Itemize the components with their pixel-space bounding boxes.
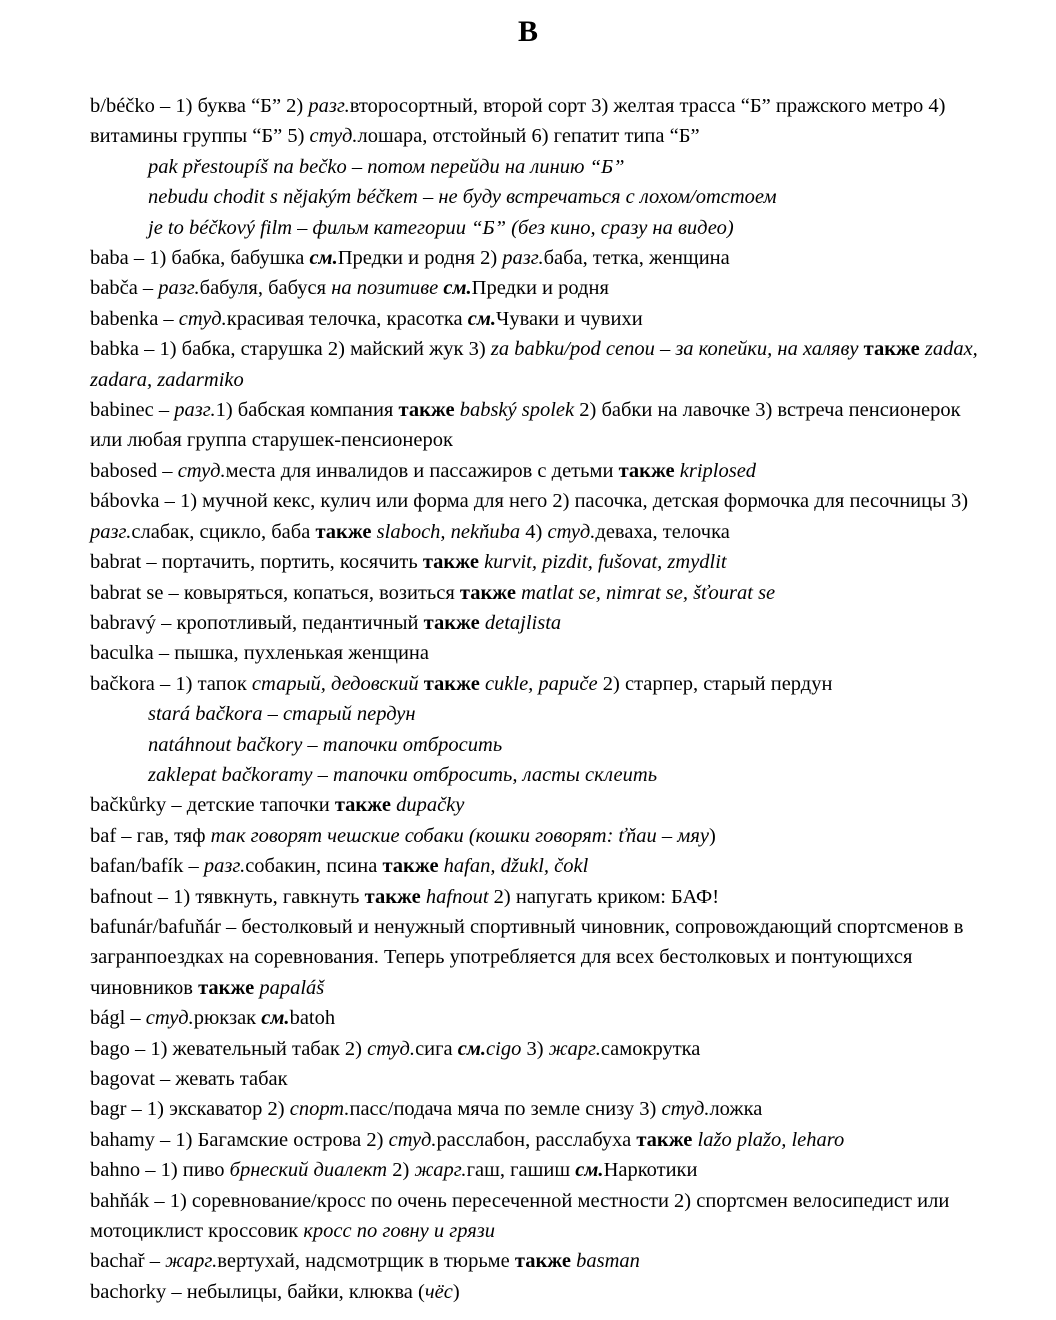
entry-text: самокрутка xyxy=(600,1037,701,1060)
italic-note: разг. xyxy=(203,855,246,878)
entry-text: bagovat – жевать табак xyxy=(90,1068,288,1090)
dictionary-entry xyxy=(90,243,990,273)
italic-note: разг. xyxy=(502,247,544,270)
entry-text: baba – 1) бабка, бабушка xyxy=(90,247,310,270)
entry-text: babosed – xyxy=(90,459,178,482)
italic-note: студ. xyxy=(388,1128,437,1151)
italic-note: жарг. xyxy=(414,1159,467,1182)
italic-note: студ. xyxy=(178,307,227,330)
see-also-marker xyxy=(309,247,337,269)
cross-ref-keyword: также xyxy=(459,581,522,604)
entry-text: 2) старпер, старый пердун xyxy=(602,672,833,695)
entry-text: bábovka – 1) мучной кекс, кулич или форма для него 2) пасочка, детская формочка для песочницы 3) xyxy=(90,490,969,513)
entry-text: bachorky – небылицы, байки, клюква ( xyxy=(90,1280,425,1303)
entry-text: деваха, телочка xyxy=(595,520,730,543)
italic-note: студ. xyxy=(661,1098,710,1121)
italic-note: cukle, papuče xyxy=(484,672,603,695)
cross-ref-keyword: также xyxy=(423,611,485,634)
see-also-marker xyxy=(468,308,496,330)
entry-text: babenka – xyxy=(90,307,179,330)
entry-text: лошара, отстойный 6) гепатит типа “Б” xyxy=(357,125,700,148)
entry-text: stará bačkora – старый пердун xyxy=(148,703,416,726)
entry-text: второсортный, второй сорт 3) желтая трасса “Б” пражского метро 4) витамины группы “Б” 5) xyxy=(90,95,946,148)
entry-text: 3) xyxy=(526,1037,549,1060)
cross-ref-keyword: также xyxy=(382,855,444,878)
italic-note: жарг. xyxy=(548,1037,601,1060)
italic-note: чёс xyxy=(424,1280,453,1303)
italic-note: студ. xyxy=(547,520,596,543)
entry-text: baculka – пышка, пухленькая женщина xyxy=(90,642,429,665)
dictionary-entry xyxy=(90,91,990,152)
dictionary-entry xyxy=(90,882,990,912)
dictionary-entry xyxy=(90,273,990,303)
italic-note: на позитиве xyxy=(331,277,444,300)
entry-text: бабуля, бабуся xyxy=(199,277,332,300)
section-letter-heading: B xyxy=(517,15,538,48)
entry-text: Предки и родня xyxy=(471,277,609,300)
cross-ref-keyword: также xyxy=(423,672,485,695)
cross-ref-keyword: также xyxy=(198,976,260,999)
italic-note: cigo xyxy=(486,1037,527,1060)
see-also-marker xyxy=(443,277,471,299)
entry-text: пасс/подача мяча по земле снизу 3) xyxy=(349,1098,662,1121)
entry-text: вертухай, надсмотрщик в тюрьме xyxy=(217,1250,515,1273)
italic-note: разг. xyxy=(308,95,350,117)
italic-note: студ. xyxy=(177,459,226,482)
cross-ref-keyword: также xyxy=(364,885,426,908)
entry-text: bago – 1) жевательный табак 2) xyxy=(90,1037,368,1060)
entry-text: bafunár/bafuňár – бестолковый и ненужный спортивный чиновник, сопровождающий спортсменов в загранпоездках на соревнования. Теперь употребляется для всех бестолковых и понтующихся чиновников xyxy=(90,915,964,999)
italic-note: разг. xyxy=(174,399,216,422)
dictionary-entry xyxy=(90,851,990,881)
entry-text: bachař – xyxy=(90,1250,166,1273)
dictionary-entry xyxy=(90,669,990,699)
italic-note: lažo plažo, leharo xyxy=(697,1128,845,1151)
dictionary-entry xyxy=(90,1155,990,1185)
italic-note: kurvit, pizdit, fušovat, zmydlit xyxy=(484,551,727,574)
cross-ref-keyword: также xyxy=(636,1128,698,1151)
italic-note: hafnout xyxy=(425,885,494,908)
italic-note: papaláš xyxy=(259,976,325,999)
italic-note: студ. xyxy=(309,125,358,148)
usage-example xyxy=(90,213,990,243)
entry-text: baf – гав, тяф xyxy=(90,824,211,847)
italic-note: detajlista xyxy=(484,611,562,634)
entry-text: babrat – портачить, портить, косячить xyxy=(90,551,423,574)
entry-text: баба, тетка, женщина xyxy=(543,247,730,270)
entry-text: zaklepat bačkoramy – тапочки отбросить, ласты склеить xyxy=(148,763,658,786)
dictionary-entry xyxy=(90,912,990,1003)
italic-note: dupačky xyxy=(396,794,465,817)
cross-ref-keyword: также xyxy=(422,551,485,574)
entry-text: ) xyxy=(708,824,716,847)
cross-ref-keyword: также xyxy=(514,1250,577,1273)
italic-note: разг. xyxy=(90,520,132,543)
entry-text: bágl – xyxy=(90,1007,146,1030)
usage-example xyxy=(90,699,990,729)
dictionary-entry xyxy=(90,395,990,456)
italic-note: разг. xyxy=(158,277,200,300)
cross-ref-keyword: также xyxy=(863,338,925,361)
entry-text: Предки и родня 2) xyxy=(337,247,503,270)
dictionary-entry xyxy=(90,1125,990,1155)
entry-text: babka – 1) бабка, старушка 2) майский жук 3) xyxy=(90,338,491,361)
italic-note: basman xyxy=(576,1250,640,1273)
entry-text: babinec – xyxy=(90,399,175,422)
dictionary-entry xyxy=(90,1186,990,1247)
italic-note: za babku/pod cenou – за копейки, на халяву xyxy=(490,338,864,361)
entry-text: расслабон, расслабуха xyxy=(436,1128,637,1151)
see-also-text: см. xyxy=(309,247,338,270)
entry-text: bahamy – 1) Багамские острова 2) xyxy=(90,1128,389,1151)
entry-text: bagr – 1) экскаватор 2) xyxy=(90,1098,290,1121)
entry-text: Чуваки и чувихи xyxy=(496,307,643,330)
italic-note: брнеский диалект xyxy=(229,1159,393,1182)
italic-note: hafan, džukl, čokl xyxy=(443,855,589,878)
see-also-marker xyxy=(261,1007,289,1029)
cross-ref-keyword: также xyxy=(618,459,680,482)
entry-text: pak přestoupíš na bečko – потом перейди на линию “Б” xyxy=(148,155,625,178)
italic-note: так говорят чешские собаки (кошки говорят: ťňau – мяу xyxy=(210,824,709,847)
dictionary-entry xyxy=(90,578,990,608)
entry-text: Наркотики xyxy=(603,1159,698,1182)
entry-text: собакин, псина xyxy=(245,855,383,878)
italic-note: жарг. xyxy=(165,1250,218,1273)
usage-example xyxy=(90,152,990,182)
dictionary-entry xyxy=(90,638,990,668)
see-also-text: см. xyxy=(575,1159,604,1182)
see-also-text: см. xyxy=(457,1037,487,1060)
cross-ref-keyword: также xyxy=(334,794,397,817)
dictionary-entry xyxy=(90,1003,990,1033)
dictionary-entry xyxy=(90,1277,990,1307)
entry-text: je to béčkový film – фильм категории “Б” (без кино, сразу на видео) xyxy=(148,216,734,239)
see-also-text: см. xyxy=(467,307,496,330)
entry-text: гаш, гашиш xyxy=(466,1159,576,1182)
entry-text: b/béčko – 1) буква “Б” 2) xyxy=(90,95,309,117)
dictionary-entry xyxy=(90,821,990,851)
entry-text: сига xyxy=(415,1037,458,1060)
entry-text: 1) бабская компания xyxy=(215,399,399,422)
dictionary-entry xyxy=(90,334,990,395)
italic-note: slaboch, nekňuba xyxy=(376,520,526,543)
dictionary-entry xyxy=(90,304,990,334)
dictionary-entry xyxy=(90,1064,990,1094)
cross-ref-keyword: также xyxy=(315,520,377,543)
italic-note: babský spolek xyxy=(459,399,580,422)
see-also-marker xyxy=(458,1038,486,1060)
dictionary-entry xyxy=(90,790,990,820)
entry-text: bačkůrky – детские тапочки xyxy=(90,794,335,817)
entry-text: natáhnout bačkory – тапочки отбросить xyxy=(148,733,503,756)
see-also-text: см. xyxy=(443,277,472,300)
entry-text: bafnout – 1) тявкнуть, гавкнуть xyxy=(90,885,365,908)
entry-text: 4) xyxy=(525,520,548,543)
entry-list xyxy=(90,91,990,1307)
entry-text: babravý – кропотливый, педантичный xyxy=(90,611,424,634)
entry-text: красивая телочка, красотка xyxy=(226,307,468,330)
entry-text: bafan/bafík – xyxy=(90,855,204,878)
see-also-text: см. xyxy=(261,1007,290,1030)
entry-text: bahno – 1) пиво xyxy=(90,1159,230,1182)
entry-text: batoh xyxy=(289,1007,336,1030)
entry-text: bačkora – 1) тапок xyxy=(90,672,252,695)
dictionary-entry xyxy=(90,486,990,547)
see-also-marker xyxy=(575,1159,603,1181)
entry-text: babrat se – ковыряться, копаться, возиться xyxy=(90,581,460,604)
dictionary-entry xyxy=(90,1094,990,1124)
italic-note: студ. xyxy=(367,1037,416,1060)
entry-text: nebudu chodit s nějakým béčkem – не буду встречаться с лохом/отстоем xyxy=(148,186,777,209)
entry-text: ложка xyxy=(709,1098,763,1121)
italic-note: спорт. xyxy=(289,1098,350,1121)
entry-text: ) xyxy=(452,1280,460,1303)
entry-text: слабак, сцикло, баба xyxy=(131,520,316,543)
italic-note: старый, дедовский xyxy=(251,672,424,695)
entry-text: 2) бабки на лавочке 3) встреча пенсионерок или любая группа старушек-пенсионерок xyxy=(90,399,961,452)
italic-note: matlat se, nimrat se, šťourat se xyxy=(521,581,776,604)
usage-example xyxy=(90,730,990,760)
dictionary-entry xyxy=(90,608,990,638)
italic-note: кросс по говну и грязи xyxy=(303,1220,496,1243)
italic-note: zadax, zadara, zadarmiko xyxy=(90,338,978,391)
dictionary-entry xyxy=(90,1246,990,1276)
entry-text: bahňák – 1) соревнование/кросс по очень пересеченной местности 2) спортсмен велосипедист или мотоциклист кроссовик xyxy=(90,1189,950,1243)
dictionary-entry xyxy=(90,1034,990,1064)
italic-note: студ. xyxy=(145,1007,194,1030)
italic-note: kriplosed xyxy=(679,459,757,482)
entry-text: 2) напугать криком: БАФ! xyxy=(493,885,720,908)
dictionary-entry xyxy=(90,547,990,577)
entry-text: места для инвалидов и пассажиров с детьми xyxy=(225,459,619,482)
usage-example xyxy=(90,182,990,212)
usage-example xyxy=(90,760,990,790)
entry-text: рюкзак xyxy=(193,1007,262,1030)
cross-ref-keyword: также xyxy=(398,399,460,422)
entry-text: babča – xyxy=(90,277,159,300)
entry-text: 2) xyxy=(392,1159,415,1182)
dictionary-entry xyxy=(90,456,990,486)
